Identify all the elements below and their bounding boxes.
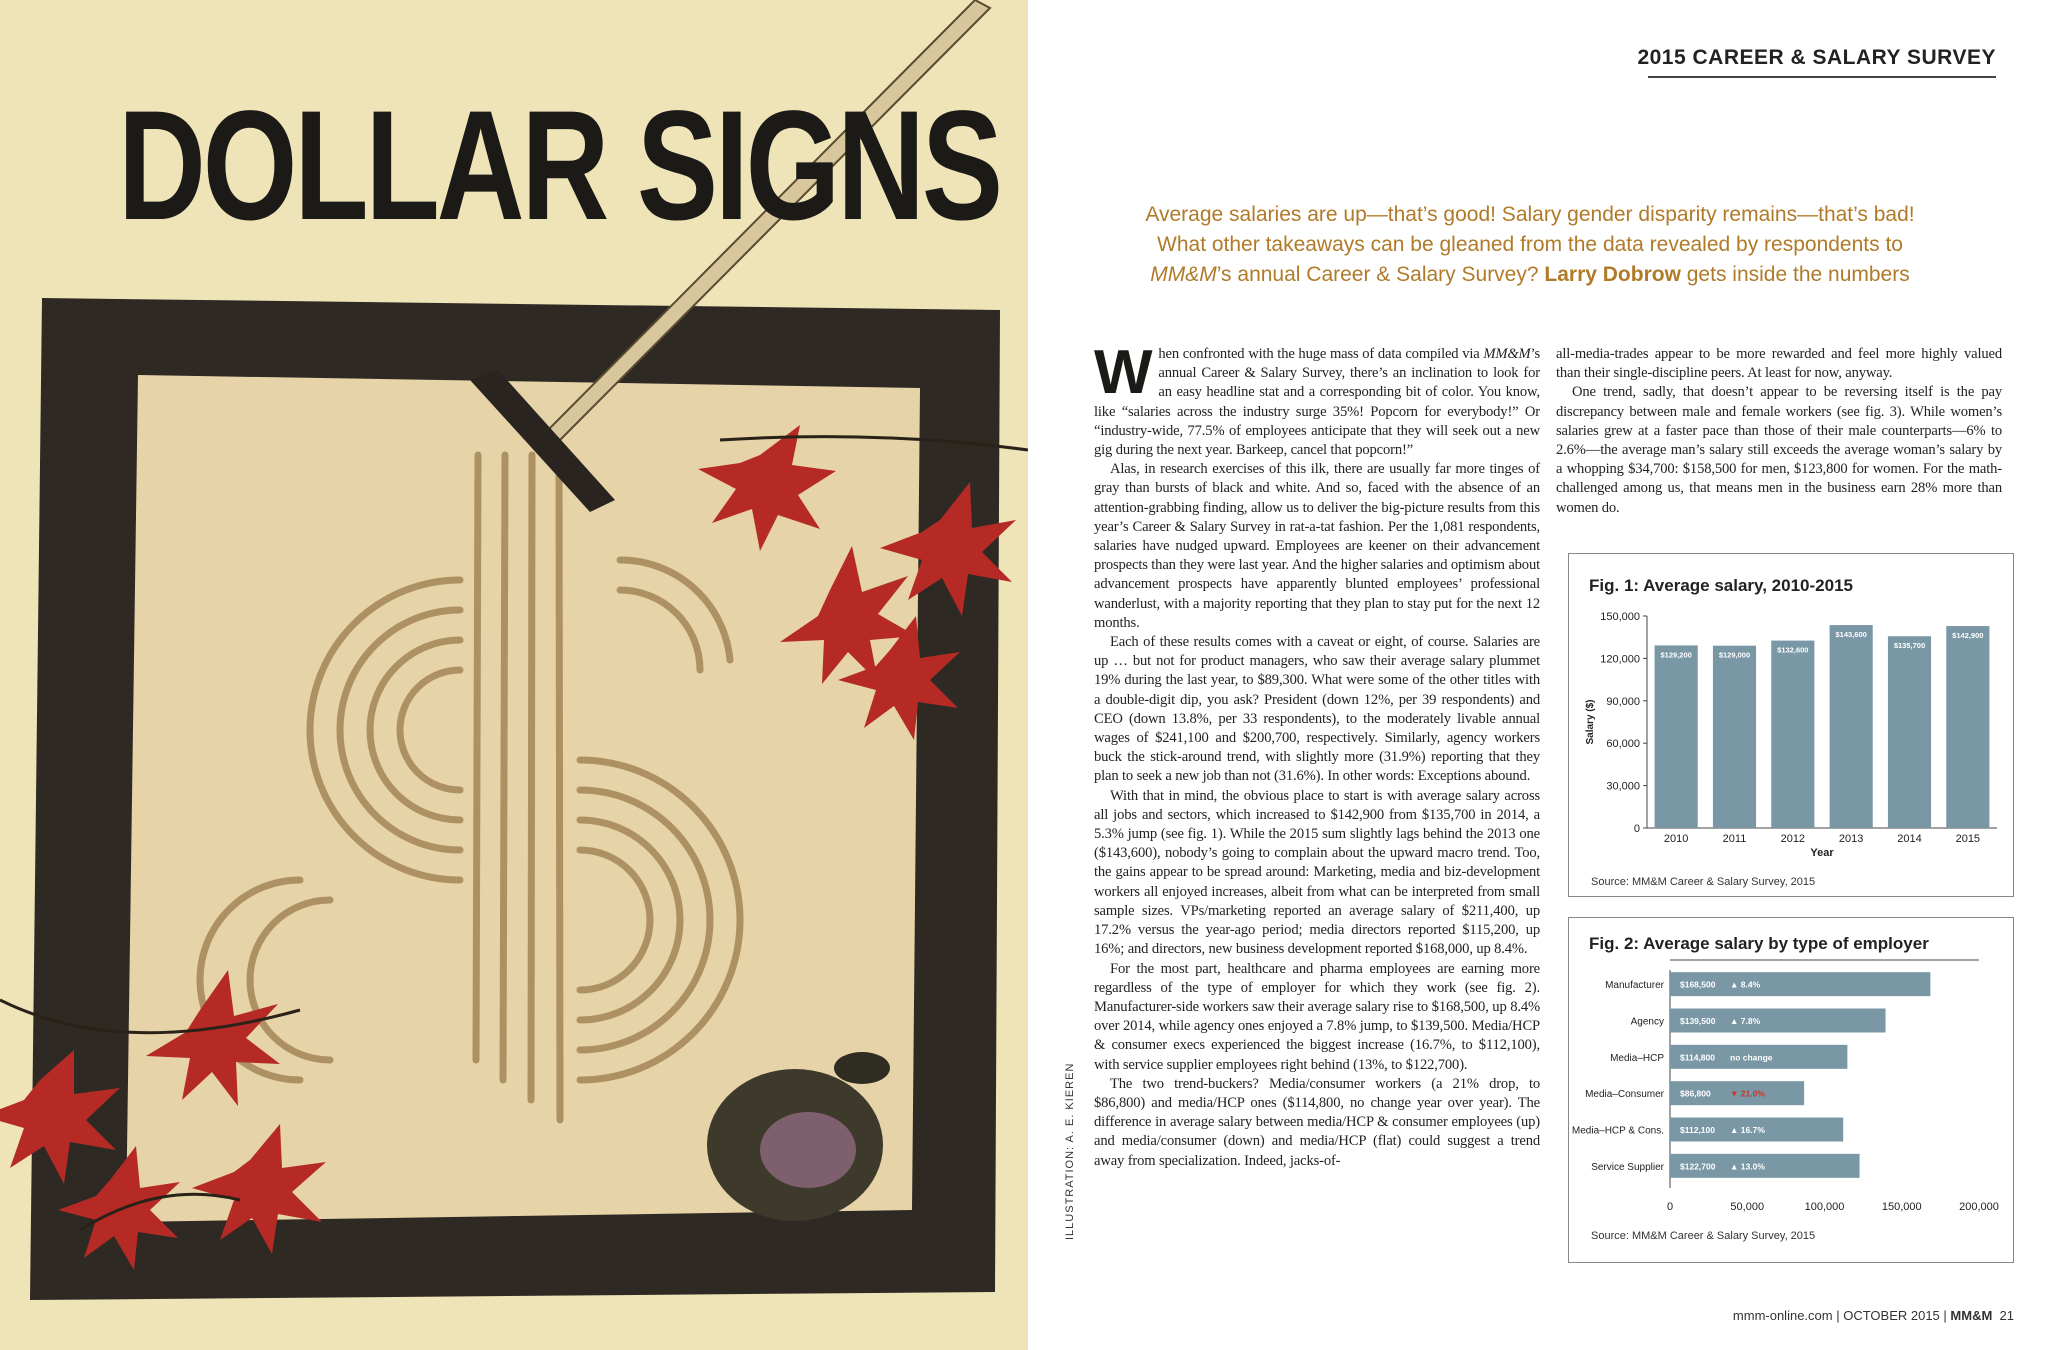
x-tick-label: 2011	[1722, 833, 1747, 845]
publication-name: MM&M	[1483, 346, 1531, 362]
category-label: Manufacturer	[1605, 980, 1664, 992]
x-tick-label: 100,000	[1804, 1201, 1845, 1213]
category-label: Media–Consumer	[1585, 1089, 1664, 1101]
x-axis-label: Year	[1810, 847, 1834, 859]
fig1-bar-chart	[1569, 554, 2015, 898]
change-label: ▲ 13.0%	[1730, 1161, 1765, 1172]
body-paragraph: Alas, in research exercises of this ilk, there are usually far more tinges of gray than bursts of black and white. And so, faced with the absence of an attention-grabbing finding, allow us to deliver the big-picture results from this year’s Career & Salary Survey in rat-a-tat fashion. Per the 1,081 respondents, salaries have nudged upward. Employees are keener on their advancement prospects than they were last year. And the higher salaries and optimism about advancement prospects have apparently blunted employees’ professional wanderlust, with a majority reporting that they plan to stay put for the next 12 months.	[1094, 461, 1540, 631]
page-number: 21	[1999, 1308, 2014, 1323]
body-paragraph: With that in mind, the obvious place to start is with average salary across all jobs and sectors, which increased to $142,900 from $135,700 in 2014, a 5.3% jump (see fig. 1). While the 2015 sum slightly lags behind the 2013 one ($143,600), nobody’s going to complain about the upward macro trend. Too, the gains appear to be spread around: Marketing, media and biz-development workers all enjoyed increases, albeit from what can be interpreted from small sample sizes. VPs/marketing reported an average salary of $211,400, up 17.2% versus the year-ago period; media directors reported $115,200, up 16%; and directors, new business development reported $168,000, up 8.4%.	[1094, 787, 1540, 958]
category-label: Media–HCP & Cons.	[1571, 1125, 1664, 1137]
fig2-bar-chart	[1569, 918, 2015, 1264]
section-rule	[1648, 76, 1996, 78]
body-paragraph: Each of these results comes with a caveat or eight, of course. Salaries are up … but not for product managers, who saw their average salary plummet 19% during the last year, to $89,300. What were some of the other titles with a double-digit dip, you ask? President (down 12%, per 39 respondents) and CEO (down 13.8%, per 33 respondents), to the moderately livable annual wages of $241,100 and $200,700, respectively. Similarly, agency workers buck the stick-around trend, with slightly more (31.9%) reporting that they plan to seek a new job than not (31.6%). In other words: Exceptions abound.	[1094, 634, 1540, 785]
figure-source: Source: MM&M Career & Salary Survey, 2015	[1591, 876, 1816, 888]
change-label: no change	[1730, 1052, 1773, 1063]
body-column-2	[1556, 345, 2002, 518]
x-tick-label: 200,000	[1959, 1201, 1999, 1213]
small-stone	[834, 1052, 890, 1084]
y-axis-label: Salary ($)	[1585, 699, 1596, 745]
y-tick-label: 150,000	[1600, 611, 1640, 623]
y-tick-label: 120,000	[1600, 653, 1640, 666]
change-label: ▲ 7.8%	[1730, 1016, 1761, 1026]
body-paragraph: One trend, sadly, that doesn’t appear to be reversing itself is the pay discrepancy between male and female workers (see fig. 3). While women’s salaries grew at a faster pace than those of their male counterparts—6% to 2.6%—the average man’s salary still exceeds the average woman’s salary by a whopping $34,700: $158,500 for men, $123,800 for women. For the math-challenged among us, that means men in the business earn 28% more than women do.	[1556, 384, 2002, 516]
folio-brand: MM&M	[1950, 1308, 1993, 1323]
bar-value-label: $86,800	[1680, 1088, 1711, 1099]
body-paragraph: all-media-trades appear to be more rewarded and feel more highly valued than their single-discipline peers. At least for now, anyway.	[1556, 346, 2002, 382]
headline: DOLLAR SIGNS	[118, 79, 1000, 253]
dek	[1120, 200, 1940, 290]
y-tick-label: 60,000	[1606, 738, 1640, 751]
body-paragraph	[1094, 338, 1540, 460]
category-label: Service Supplier	[1591, 1161, 1664, 1173]
y-tick-label: 90,000	[1606, 695, 1640, 708]
category-label: Agency	[1630, 1016, 1664, 1028]
folio-site: mmm-online.com	[1732, 1308, 1833, 1323]
body-paragraph: For the most part, healthcare and pharma employees are earning more regardless of the type of employer for which they work (see fig. 2). Manufacturer-side workers saw their average salary rise to $168,500, up 8.4% over 2014, while agency ones enjoyed a 7.8% jump, to $139,500. Media/HCP & consumer execs experienced the biggest increase (16.7%, to $112,100), with service supplier employees right behind (13%, to $122,700).	[1094, 960, 1540, 1073]
dek-publication: MM&M	[1150, 263, 1217, 286]
bar-value-label: $139,500	[1680, 1016, 1716, 1026]
x-tick-label: 2013	[1838, 833, 1864, 845]
x-tick-label: 150,000	[1881, 1201, 1922, 1213]
x-tick-label: 2015	[1955, 833, 1981, 845]
figure-1-average-salary	[1568, 553, 2014, 897]
y-tick-label: 0	[1633, 823, 1640, 835]
figure-source: Source: MM&M Career & Salary Survey, 2015	[1591, 1230, 1816, 1242]
dek-text: Average salaries are up—that’s good! Salary gender disparity remains—that’s bad! What other takeaways can be gleaned from the data revealed by respondents to	[1145, 203, 1915, 256]
paragraph-text: hen confronted with the huge mass of data compiled via	[1158, 346, 1484, 362]
paragraph-text: ’s annual Career & Salary Survey, there’s an inclination to look for an easy headline stat and a corresponding bit of color. You know, like “salaries across the industry surge 35%! Popcorn for everybody!” Or “industry-wide, 77.5% of employees anticipate that they will seek out a new gig during the next year. Barkeep, cancel that popcorn!”	[1094, 346, 1540, 459]
x-tick-label: 2012	[1780, 833, 1806, 845]
bar-value-label: $135,700	[1893, 641, 1926, 651]
body-paragraph: The two trend-buckers? Media/consumer workers (a 21% drop, to $86,800) and media/HCP ones ($114,800, no change year over year). The difference in average salary between media/HCP & consumer employees (up) and media/consumer (down) and media/HCP (flat) could suggest a trend away from specialization. Indeed, jacks-of-	[1094, 1075, 1540, 1169]
x-tick-label: 2010	[1663, 833, 1689, 845]
illustration-credit: ILLUSTRATION: A. E. KIEREN	[1064, 1062, 1076, 1240]
bar-value-label: $132,600	[1777, 645, 1809, 655]
drop-cap: W	[1094, 338, 1153, 407]
bar	[1771, 641, 1814, 828]
dek-text: gets inside the numbers	[1680, 263, 1910, 286]
bar-value-label: $122,700	[1680, 1161, 1716, 1172]
x-tick-label: 2014	[1897, 833, 1922, 845]
change-label: ▲ 16.7%	[1730, 1125, 1765, 1135]
bar-value-label: $142,900	[1952, 631, 1984, 641]
change-label: ▼ 21.0%	[1730, 1088, 1765, 1099]
bar	[1888, 636, 1931, 828]
x-tick-label: 50,000	[1730, 1201, 1765, 1213]
y-tick-label: 30,000	[1606, 780, 1640, 793]
figure-title: Fig. 1: Average salary, 2010-2015	[1589, 576, 1853, 595]
dek-author: Larry Dobrow	[1544, 263, 1681, 286]
folio-issue: OCTOBER 2015	[1843, 1308, 1940, 1323]
dek-text: ’s annual Career & Salary Survey?	[1216, 263, 1545, 286]
bar-value-label: $143,600	[1835, 630, 1867, 640]
figure-title: Fig. 2: Average salary by type of employer	[1589, 934, 1929, 953]
bar	[1830, 625, 1873, 828]
bar	[1655, 645, 1698, 828]
category-label: Media–HCP	[1610, 1052, 1664, 1064]
bar-value-label: $114,800	[1680, 1052, 1715, 1063]
bar-value-label: $129,000	[1718, 650, 1751, 660]
change-label: ▲ 8.4%	[1730, 979, 1761, 990]
bar	[1946, 626, 1989, 828]
bar	[1713, 646, 1756, 828]
figure-2-salary-by-employer	[1568, 917, 2014, 1263]
body-column-1	[1094, 338, 1540, 1171]
bar-value-label: $112,100	[1680, 1125, 1715, 1135]
folio: mmm-online.com | OCTOBER 2015 | MM&M 21	[1732, 1308, 2014, 1323]
x-tick-label: 0	[1666, 1201, 1674, 1213]
section-title: 2015 CAREER & SALARY SURVEY	[1637, 46, 1996, 69]
garden-stone-inner	[760, 1112, 856, 1188]
bar-value-label: $168,500	[1680, 979, 1716, 990]
bar-value-label: $129,200	[1660, 650, 1692, 660]
